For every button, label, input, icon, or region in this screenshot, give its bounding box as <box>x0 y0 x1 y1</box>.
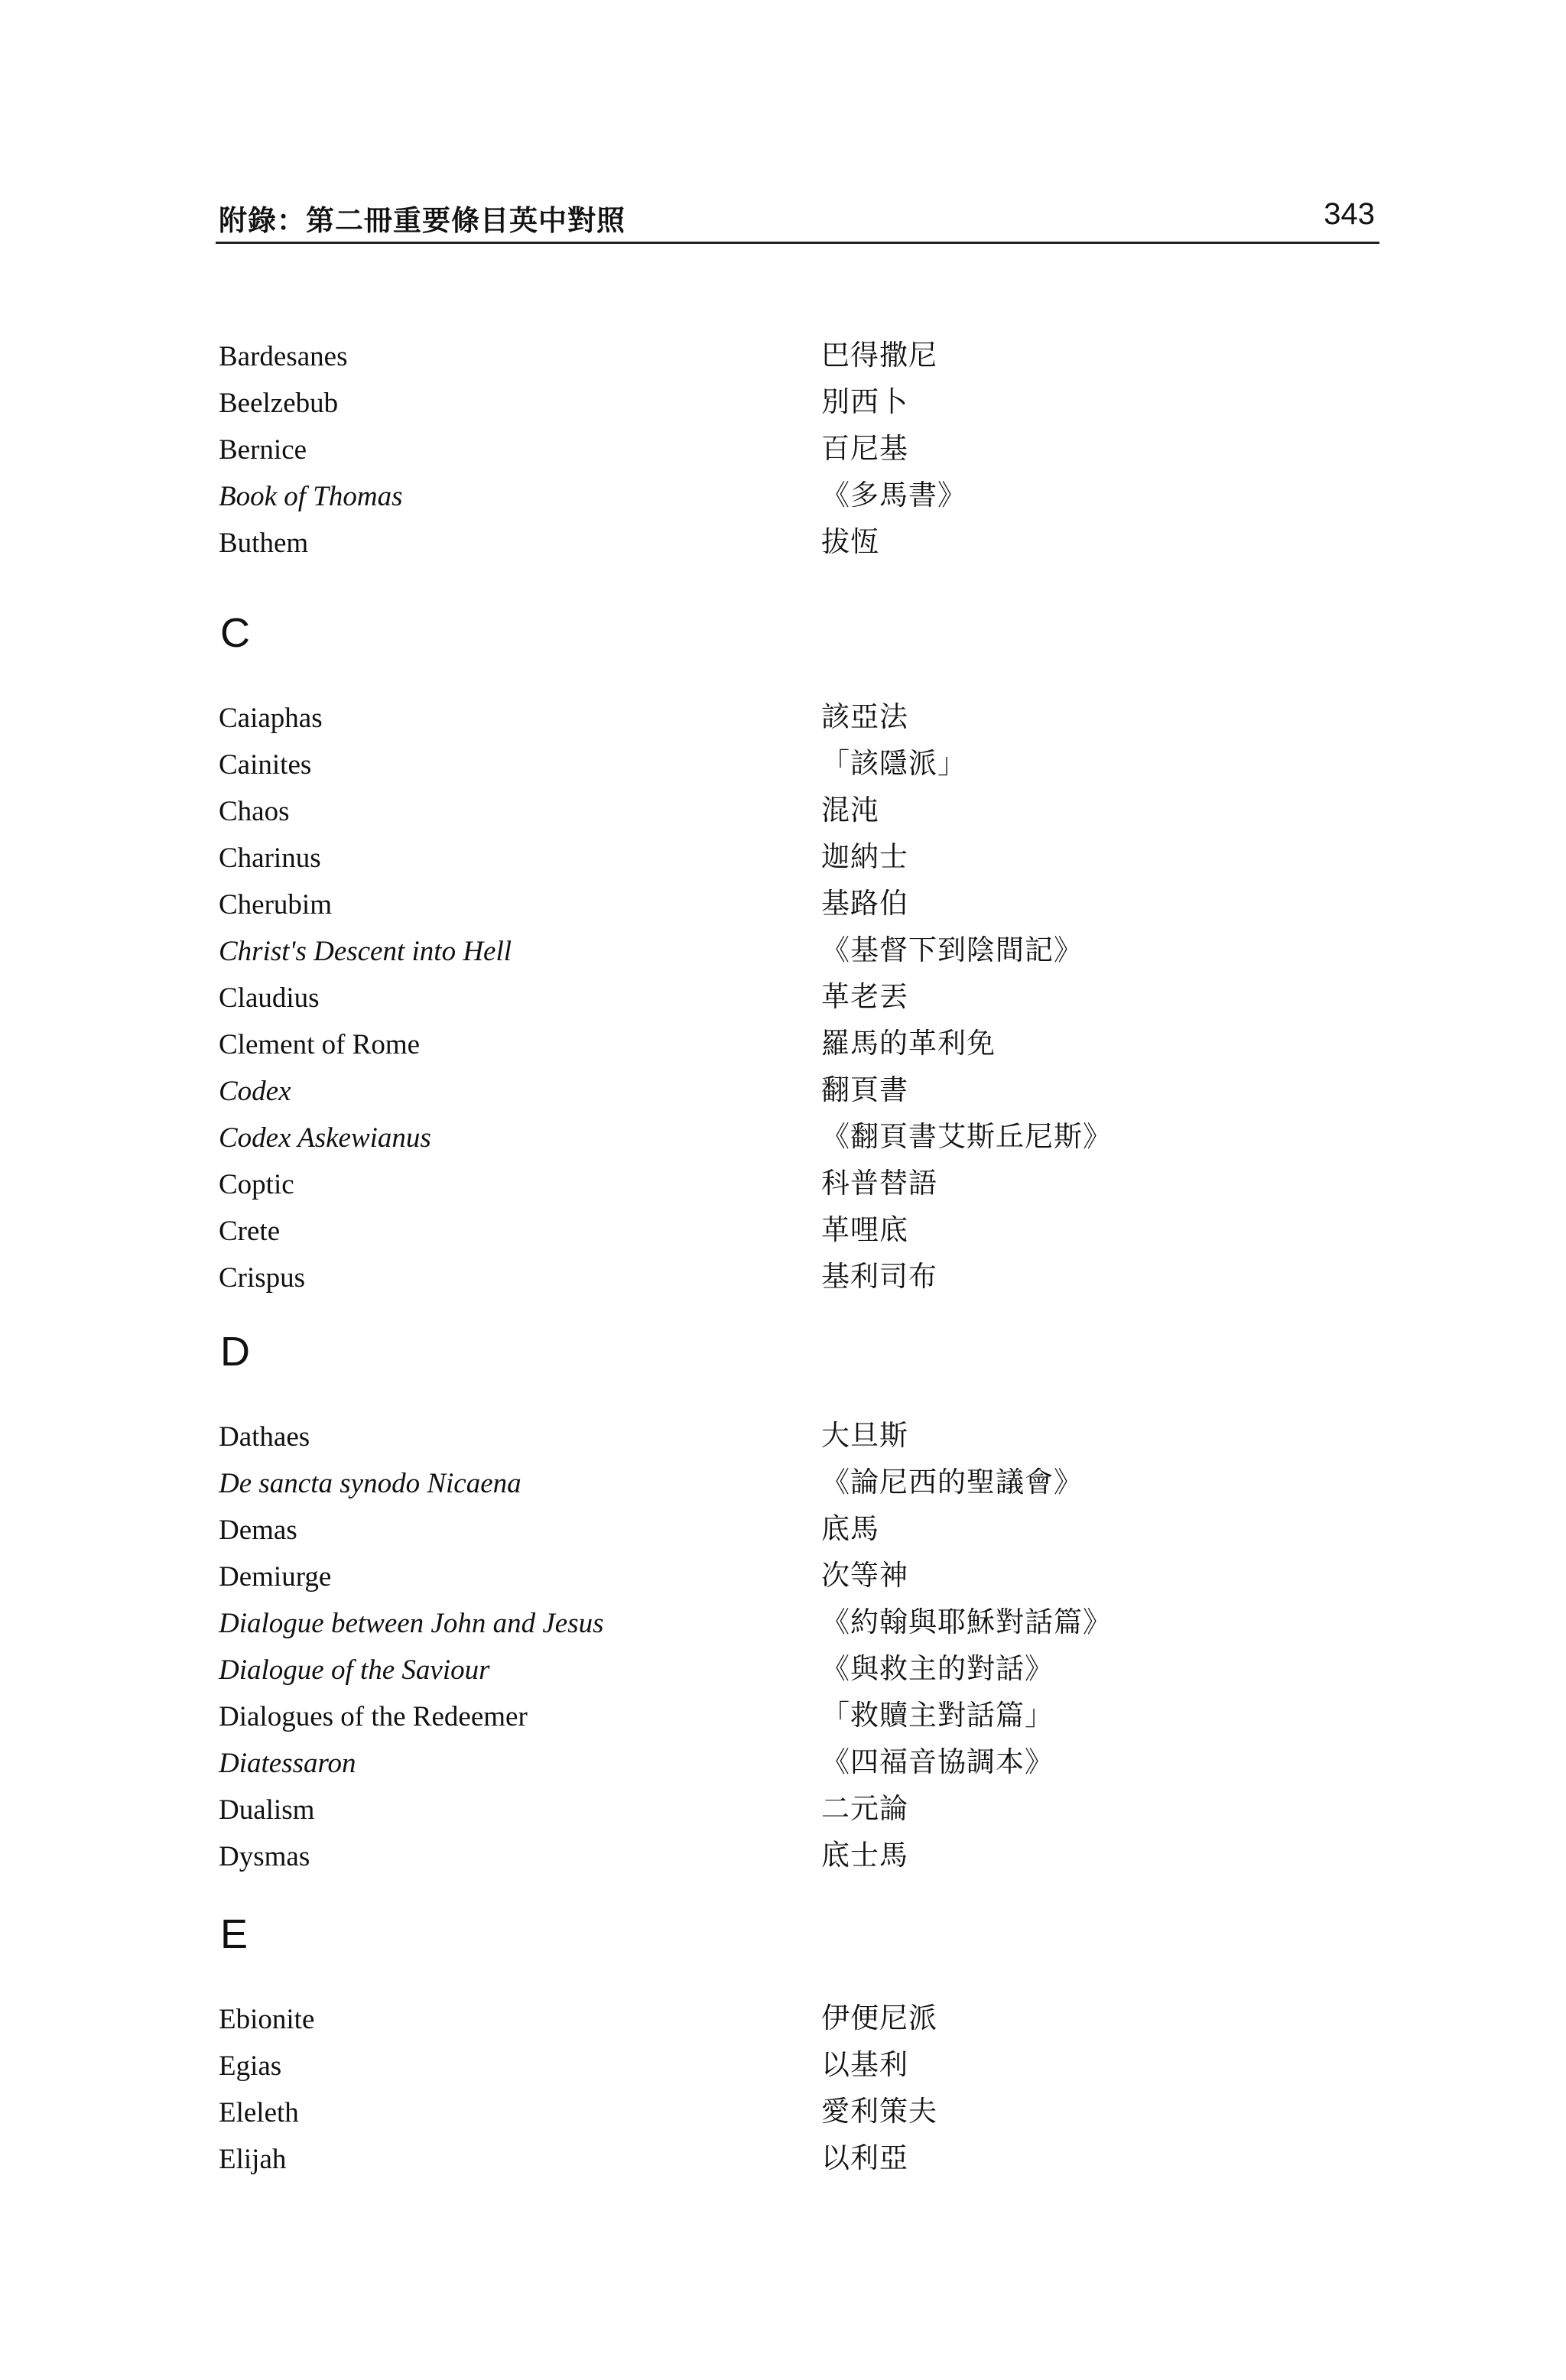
english-term: Dialogues of the Redeemer <box>219 1701 528 1732</box>
running-header <box>216 191 1379 244</box>
section-b <box>219 334 1350 567</box>
chinese-term: 伊便尼派 <box>821 2002 937 2034</box>
english-term: Bernice <box>219 434 307 466</box>
english-term: Claudius <box>219 982 320 1014</box>
glossary-entry <box>219 521 1350 567</box>
chinese-term: 以利亞 <box>821 2141 908 2174</box>
english-term: Codex Askewianus <box>219 1122 431 1154</box>
english-term: Charinus <box>219 843 321 874</box>
chinese-term: 《多馬書》 <box>821 479 967 511</box>
glossary-entry <box>219 1787 1350 1834</box>
english-term: Egias <box>219 2050 282 2082</box>
english-term: Diatessaron <box>219 1748 356 1779</box>
section-c <box>219 610 1350 1302</box>
glossary-entry <box>219 1162 1350 1209</box>
chinese-term: 二元論 <box>821 1792 908 1825</box>
chinese-term: 混沌 <box>821 794 879 826</box>
glossary-entry <box>219 1209 1350 1255</box>
english-term: Dualism <box>219 1794 315 1826</box>
chinese-term: 大旦斯 <box>821 1419 908 1452</box>
glossary-entry <box>219 1414 1350 1461</box>
glossary-entry <box>219 1648 1350 1694</box>
chinese-term: 翻頁書 <box>821 1073 908 1106</box>
glossary-entry <box>219 976 1350 1022</box>
english-term: Eleleth <box>219 2097 299 2128</box>
english-term: Cainites <box>219 749 312 781</box>
english-term: De sancta synodo Nicaena <box>219 1468 521 1499</box>
glossary-entry <box>219 1461 1350 1508</box>
english-term: Coptic <box>219 1169 294 1200</box>
glossary-entry <box>219 1508 1350 1554</box>
glossary-entry <box>219 1694 1350 1741</box>
chinese-term: 別西卜 <box>821 385 908 418</box>
chinese-term: 以基利 <box>821 2048 908 2081</box>
glossary-entry <box>219 474 1350 521</box>
glossary-entry <box>219 1255 1350 1302</box>
chinese-term: 底士馬 <box>821 1839 908 1872</box>
glossary-entry <box>219 1022 1350 1069</box>
glossary-entry <box>219 1554 1350 1601</box>
chinese-term: 百尼基 <box>821 432 908 465</box>
english-term: Codex <box>219 1076 291 1107</box>
chinese-term: 愛利策夫 <box>821 2095 937 2128</box>
section-letter: C <box>220 610 250 656</box>
chinese-term: 底馬 <box>821 1512 879 1545</box>
glossary-entry <box>219 1741 1350 1787</box>
chinese-term: 《基督下到陰間記》 <box>821 933 1083 966</box>
section-e <box>219 1911 1350 2184</box>
chinese-term: 革老丟 <box>821 980 908 1013</box>
glossary-entry <box>219 789 1350 836</box>
english-term: Ebionite <box>219 2004 315 2035</box>
english-term: Book of Thomas <box>219 481 403 512</box>
glossary-entry <box>219 2090 1350 2137</box>
english-term: Crispus <box>219 1262 306 1294</box>
chinese-term: 基路伯 <box>821 887 908 920</box>
chinese-term: 該亞法 <box>821 700 908 733</box>
section-d <box>219 1329 1350 1881</box>
glossary-entry <box>219 1601 1350 1648</box>
english-term: Demiurge <box>219 1561 332 1593</box>
glossary-entry <box>219 882 1350 929</box>
chinese-term: 《翻頁書艾斯丘尼斯》 <box>821 1120 1112 1153</box>
chinese-term: 羅馬的革利免 <box>821 1027 996 1060</box>
glossary-entry <box>219 2137 1350 2184</box>
chinese-term: 《四福音協調本》 <box>821 1745 1054 1778</box>
glossary-entry <box>219 742 1350 789</box>
english-term: Buthem <box>219 528 309 559</box>
glossary-entry <box>219 334 1350 381</box>
glossary-entry <box>219 1997 1350 2044</box>
glossary-entry <box>219 1115 1350 1162</box>
chinese-term: 革哩底 <box>821 1213 908 1246</box>
english-term: Dialogue between John and Jesus <box>219 1608 604 1639</box>
chinese-term: 《論尼西的聖議會》 <box>821 1466 1083 1498</box>
glossary-entry <box>219 696 1350 742</box>
glossary-entry <box>219 427 1350 474</box>
header-title: 附錄：第二冊重要條目英中對照 <box>219 204 625 237</box>
chinese-term: 《約翰與耶穌對話篇》 <box>821 1606 1112 1638</box>
chinese-term: 拔恆 <box>821 525 879 558</box>
glossary-entry <box>219 929 1350 976</box>
glossary-entry <box>219 2044 1350 2090</box>
chinese-term: 「該隱派」 <box>821 747 967 780</box>
english-term: Dysmas <box>219 1841 310 1872</box>
english-term: Beelzebub <box>219 388 339 419</box>
english-term: Dathaes <box>219 1421 310 1453</box>
chinese-term: 「救贖主對話篇」 <box>821 1699 1054 1732</box>
english-term: Caiaphas <box>219 703 323 734</box>
chinese-term: 巴得撒尼 <box>821 339 937 372</box>
english-term: Christ's Descent into Hell <box>219 936 512 967</box>
chinese-term: 科普替語 <box>821 1167 937 1200</box>
english-term: Elijah <box>219 2144 287 2175</box>
page-number: 343 <box>1324 197 1375 231</box>
glossary-entry <box>219 1834 1350 1881</box>
glossary-entry <box>219 381 1350 427</box>
chinese-term: 《與救主的對話》 <box>821 1652 1054 1685</box>
english-term: Crete <box>219 1216 281 1247</box>
glossary-entry <box>219 836 1350 882</box>
chinese-term: 迦納士 <box>821 840 908 873</box>
english-term: Cherubim <box>219 889 332 921</box>
english-term: Dialogue of the Saviour <box>219 1654 490 1686</box>
glossary-entry <box>219 1069 1350 1115</box>
english-term: Bardesanes <box>219 341 348 372</box>
chinese-term: 基利司布 <box>821 1260 937 1293</box>
section-letter: D <box>220 1329 250 1375</box>
english-term: Chaos <box>219 796 290 827</box>
chinese-term: 次等神 <box>821 1559 908 1592</box>
english-term: Demas <box>219 1515 297 1546</box>
english-term: Clement of Rome <box>219 1029 421 1060</box>
section-letter: E <box>220 1911 249 1957</box>
